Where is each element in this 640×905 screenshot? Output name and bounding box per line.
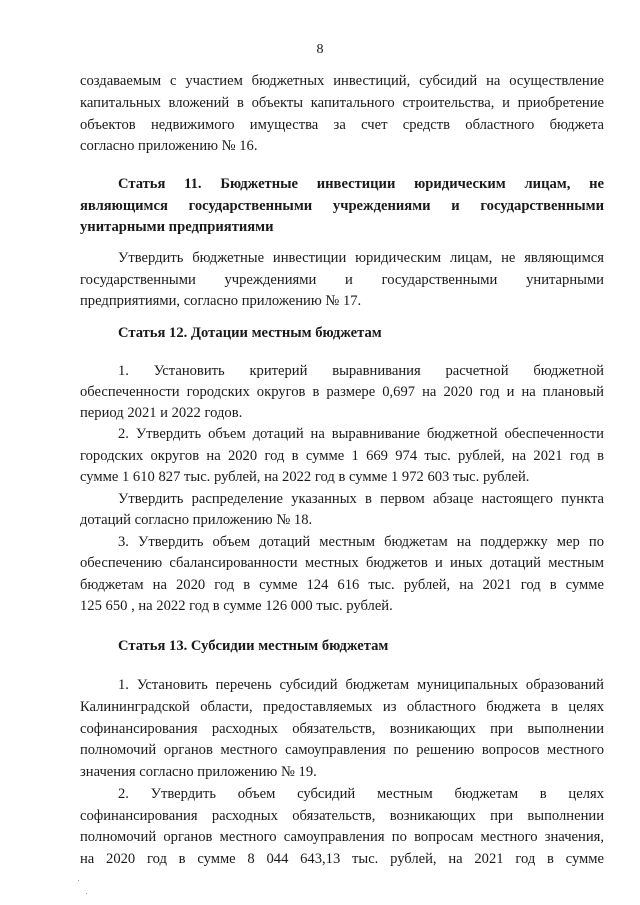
text-line: дотаций согласно приложению № 18. [80,512,313,528]
text-line: 2. Утвердить объем субсидий местным бюджетам в целях [118,786,604,802]
text-line: полномочий органов местного самоуправления по вопросам местного значения, [80,829,604,845]
text-line: сумме 1 610 827 тыс. рублей, на 2022 год в сумме 1 972 603 тыс. рублей. [80,469,530,485]
text-line: период 2021 и 2022 годов. [80,405,243,421]
text-line: 3. Утвердить объем дотаций местным бюджетам на поддержку мер по [118,534,604,550]
text-line: 1. Установить перечень субсидий бюджетам муниципальных образований [118,677,604,693]
text-line: городских округов на 2020 год в сумме 1 669 974 тыс. рублей, на 2021 год в [80,448,604,464]
article-11-heading: являющимся государственными учреждениями и государственными [80,198,604,214]
article-12-heading: Статья 12. Дотации местным бюджетам [118,325,382,341]
text-line: обеспеченности городских округов в размере 0,697 на 2020 год и на плановый [80,384,604,400]
text-line: 125 650 , на 2022 год в сумме 126 000 тыс. рублей. [80,598,393,614]
text-line: Калининградской области, предоставляемых из областного бюджета в целях [80,699,604,715]
text-line: предприятиями, согласно приложению № 17. [80,293,362,309]
text-line: обеспечению сбалансированности местных бюджетов и иных дотаций местным [80,555,604,571]
text-line: создаваемым с участием бюджетных инвестиций, субсидий на осуществление [80,73,604,89]
text-line: Утвердить распределение указанных в первом абзаце настоящего пункта [118,491,604,507]
text-line: полномочий органов местного самоуправления по решению вопросов местного [80,742,604,758]
article-11-heading: Статья 11. Бюджетные инвестиции юридическим лицам, не [118,176,604,192]
text-line: на 2020 год в сумме 8 044 643,13 тыс. рублей, на 2021 год в сумме [80,851,604,867]
scan-speck [86,893,87,894]
text-line: Утвердить бюджетные инвестиции юридическим лицам, не являющимся [118,250,604,266]
page-number: 8 [316,42,324,57]
text-line: софинансирования расходных обязательств, возникающих при выполнении [80,721,604,737]
scan-speck [78,880,79,881]
text-line: софинансирования расходных обязательств, возникающих при выполнении [80,808,604,824]
article-11-heading: унитарными предприятиями [80,219,274,235]
text-line: капитальных вложений в объекты капитального строительства, и приобретение [80,95,604,111]
article-13-heading: Статья 13. Субсидии местным бюджетам [118,638,389,654]
text-line: объектов недвижимого имущества за счет средств областного бюджета [80,117,604,133]
text-line: значения согласно приложению № 19. [80,764,317,780]
text-line: государственными учреждениями и государственными унитарными [80,272,604,288]
text-line: 2. Утвердить объем дотаций на выравнивание бюджетной обеспеченности [118,426,604,442]
text-line: согласно приложению № 16. [80,138,258,154]
text-line: бюджетам на 2020 год в сумме 124 616 тыс. рублей, на 2021 год в сумме [80,577,604,593]
text-line: 1. Установить критерий выравнивания расчетной бюджетной [118,363,604,379]
